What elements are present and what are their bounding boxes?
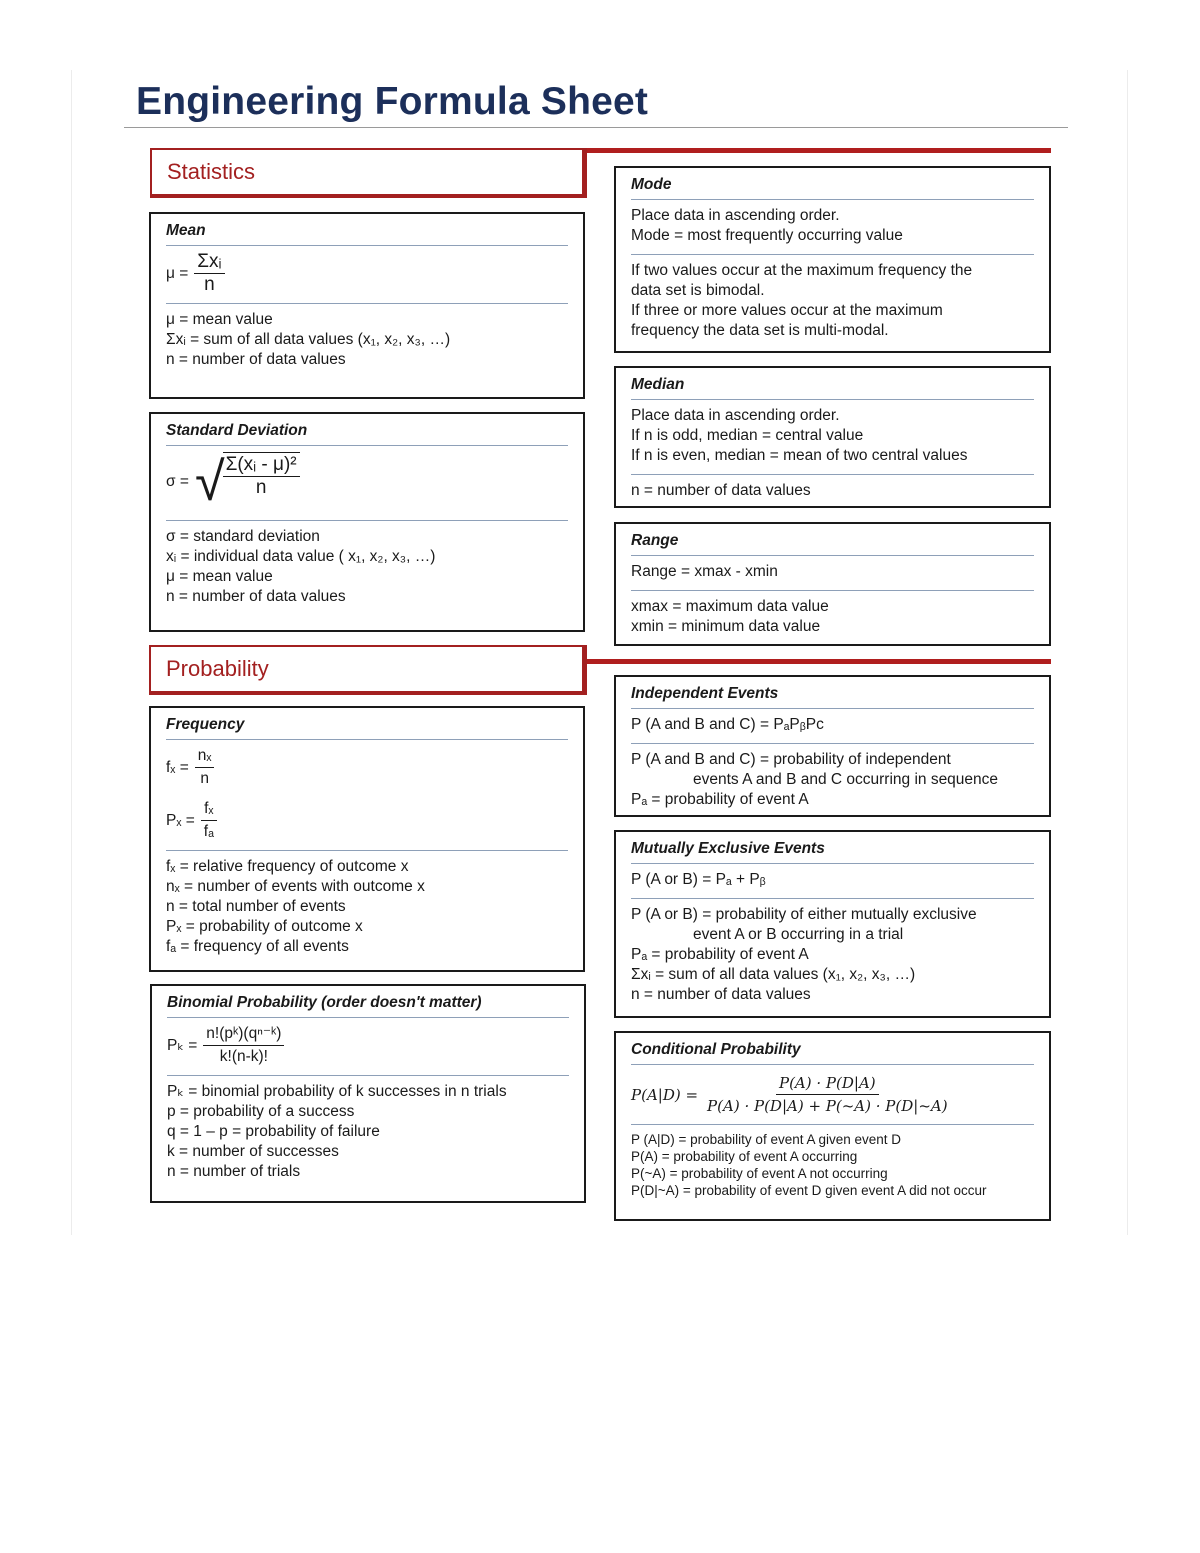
definition-line: fₓ = relative frequency of outcome x <box>166 858 409 875</box>
std-dev-box <box>149 412 585 632</box>
mean-box <box>149 212 585 399</box>
std-dev-lhs: σ = <box>166 473 189 490</box>
std-dev-fraction <box>223 455 300 498</box>
definition-line: P(A) = probability of event A occurring <box>631 1149 858 1164</box>
text-line: Place data in ascending order. <box>631 207 840 224</box>
definition-line: P(~A) = probability of event A not occurring <box>631 1166 888 1181</box>
definition-line: Pₖ = binomial probability of k successes in n trials <box>167 1083 507 1100</box>
median-title: Median <box>631 375 1034 400</box>
range-box <box>614 522 1051 646</box>
mean-numerator: Σxᵢ <box>194 252 224 274</box>
relative-frequency-formula <box>166 746 568 789</box>
divider <box>167 1075 569 1076</box>
numerator: fₓ <box>201 799 216 821</box>
mode-box <box>614 166 1051 353</box>
text-line: If two values occur at the maximum frequency the <box>631 262 973 279</box>
std-dev-title: Standard Deviation <box>166 421 568 446</box>
definition-line: xᵢ = individual data value ( x₁, x₂, x₃, …) <box>166 548 436 565</box>
text-line: data set is bimodal. <box>631 282 765 299</box>
fraction <box>201 799 217 842</box>
divider <box>631 1124 1034 1125</box>
section-rule-probability <box>587 659 1051 664</box>
mutually-exclusive-box <box>614 830 1051 1018</box>
formula-lhs: fₓ = <box>166 758 189 776</box>
definition-line: n = number of trials <box>167 1163 301 1180</box>
divider <box>631 590 1034 591</box>
definition-line: n = total number of events <box>166 898 346 915</box>
range-title: Range <box>631 531 1034 556</box>
definition-line: xmin = minimum data value <box>631 618 821 635</box>
definition-line: Pₓ = probability of outcome x <box>166 918 363 935</box>
denominator: fₐ <box>203 823 214 840</box>
definition-line: n = number of data values <box>631 986 811 1003</box>
std-dev-formula <box>166 452 568 512</box>
mean-formula <box>166 252 568 295</box>
independent-events-box <box>614 675 1051 817</box>
divider <box>166 303 568 304</box>
definition-line: p = probability of a success <box>167 1103 355 1120</box>
definition-line: n = number of data values <box>166 588 346 605</box>
denominator: n <box>200 770 209 787</box>
divider <box>631 898 1034 899</box>
definition-line: P (A or B) = probability of either mutually exclusive <box>631 906 977 923</box>
definition-line: μ = mean value <box>166 311 273 328</box>
text-line: Mode = most frequently occurring value <box>631 227 903 244</box>
bayes-formula <box>631 1073 1034 1116</box>
title-rule <box>124 127 1068 128</box>
text-line: Place data in ascending order. <box>631 407 840 424</box>
divider <box>631 254 1034 255</box>
definition-line: xmax = maximum data value <box>631 598 829 615</box>
std-dev-numerator: Σ(xᵢ - μ)² <box>223 455 300 477</box>
definition-line: n = number of data values <box>166 351 346 368</box>
mean-title: Mean <box>166 221 568 246</box>
binomial-formula <box>167 1024 569 1067</box>
definition-line: event A or B occurring in a trial <box>693 926 904 943</box>
independent-formula: P (A and B and C) = PₐPᵦPc <box>631 716 824 733</box>
definition-line: q = 1 – p = probability of failure <box>167 1123 380 1140</box>
page-edge-left <box>71 70 72 1235</box>
fraction <box>704 1073 951 1116</box>
fraction <box>195 746 215 789</box>
conditional-probability-box <box>614 1031 1051 1221</box>
range-formula: Range = xmax - xmin <box>631 563 778 580</box>
denominator: P(A) · P(D|A) + P(~A) · P(D|~A) <box>707 1097 948 1115</box>
formula-lhs: P(A|D) = <box>631 1085 699 1104</box>
frequency-box <box>149 706 585 972</box>
numerator: nₓ <box>195 746 215 768</box>
mode-title: Mode <box>631 175 1034 200</box>
divider <box>631 474 1034 475</box>
mean-denominator: n <box>204 274 215 295</box>
definition-line: nₓ = number of events with outcome x <box>166 878 425 895</box>
median-box <box>614 366 1051 508</box>
sqrt-sign <box>195 452 300 512</box>
section-rule-statistics <box>587 148 1051 153</box>
probability-formula <box>166 799 568 842</box>
independent-events-title: Independent Events <box>631 684 1034 709</box>
text-line: If three or more values occur at the maximum <box>631 302 943 319</box>
divider <box>166 850 568 851</box>
text-line: frequency the data set is multi-modal. <box>631 322 889 339</box>
definition-line: n = number of data values <box>631 482 811 499</box>
definition-line: Σxᵢ = sum of all data values (x₁, x₂, x₃, …) <box>166 331 451 348</box>
definition-line: fₐ = frequency of all events <box>166 938 349 955</box>
numerator: P(A) · P(D|A) <box>776 1073 879 1095</box>
definition-line: P(D|~A) = probability of event D given event A did not occur <box>631 1183 987 1198</box>
definition-line: Pₐ = probability of event A <box>631 946 809 963</box>
binomial-title: Binomial Probability (order doesn't matter) <box>167 993 569 1018</box>
binomial-box <box>150 984 586 1203</box>
page-title: Engineering Formula Sheet <box>136 80 649 123</box>
section-header-probability: Probability <box>149 645 587 695</box>
frequency-title: Frequency <box>166 715 568 740</box>
formula-lhs: Pₓ = <box>166 811 195 829</box>
section-header-statistics: Statistics <box>150 148 587 198</box>
fraction <box>203 1024 284 1067</box>
divider <box>166 520 568 521</box>
definition-line: Σxᵢ = sum of all data values (x₁, x₂, x₃, …) <box>631 966 916 983</box>
text-line: If n is even, median = mean of two central values <box>631 447 968 464</box>
mean-fraction <box>194 252 224 295</box>
definition-line: Pₐ = probability of event A <box>631 791 809 808</box>
mutually-exclusive-title: Mutually Exclusive Events <box>631 839 1034 864</box>
page-edge-right <box>1127 70 1128 1235</box>
mean-lhs: μ = <box>166 264 189 282</box>
definition-line: P (A and B and C) = probability of independent <box>631 751 951 768</box>
conditional-probability-title: Conditional Probability <box>631 1040 1034 1065</box>
divider <box>631 743 1034 744</box>
definition-line: σ = standard deviation <box>166 528 320 545</box>
mutual-formula: P (A or B) = Pₐ + Pᵦ <box>631 871 766 888</box>
radical-icon: √ <box>194 452 225 512</box>
definition-line: μ = mean value <box>166 568 273 585</box>
definition-line: k = number of successes <box>167 1143 339 1160</box>
definition-line: P (A|D) = probability of event A given event D <box>631 1132 902 1147</box>
std-dev-denominator: n <box>255 477 267 498</box>
text-line: If n is odd, median = central value <box>631 427 864 444</box>
formula-lhs: Pₖ = <box>167 1036 198 1054</box>
numerator: n!(pᵏ)(qⁿ⁻ᵏ) <box>203 1024 284 1046</box>
definition-line: events A and B and C occurring in sequence <box>693 771 999 788</box>
denominator: k!(n-k)! <box>219 1048 268 1065</box>
